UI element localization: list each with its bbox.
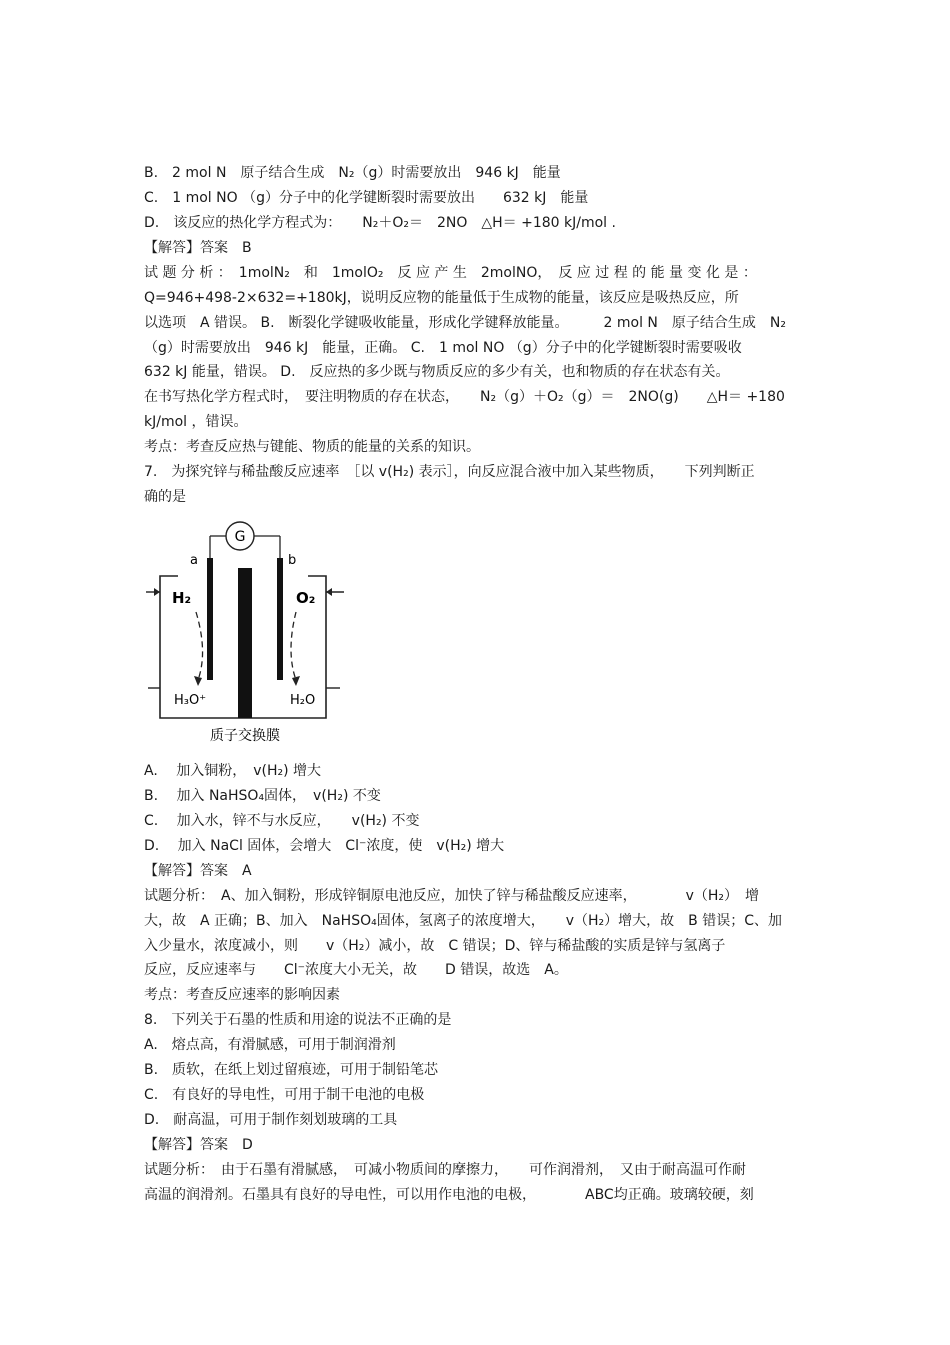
answer-line: 【解答】答案 B [144, 240, 252, 256]
electrode-a [207, 558, 213, 680]
answer-line: 【解答】答案 D [144, 1137, 253, 1153]
text-line: D. 该反应的热化学方程式为： N₂＋O₂＝ 2NO △H＝ +180 kJ/mol . [144, 215, 616, 231]
proton-exchange-membrane [238, 568, 252, 718]
text-line: 高温的润滑剂。石墨具有良好的导电性，可以用作电池的电极， ABC均正确。玻璃较硬，刻 [144, 1187, 754, 1203]
option-line: D. 加入 NaCl 固体，会增大 Cl⁻浓度，使 v(H₂) 增大 [144, 838, 505, 854]
question-8-line: 8. 下列关于石墨的性质和用途的说法不正确的是 [144, 1012, 452, 1028]
membrane-caption: 质子交换膜 [210, 728, 280, 744]
option-line: B. 质软，在纸上划过留痕迹，可用于制铅笔芯 [144, 1062, 439, 1078]
left-product-label: H₃O⁺ [174, 693, 207, 708]
electrode-a-label: a [190, 553, 198, 568]
text-line: Q=946+498-2×632=+180kJ，说明反应物的能量低于生成物的能量，该反应是吸热反应，所 [144, 290, 739, 306]
text-line: 在书写热化学方程式时， 要注明物质的存在状态， N₂（g）＋O₂（g）＝ 2NO(g) △H＝ +180 [144, 389, 785, 405]
text-line: 考点：考查反应热与键能、物质的能量的关系的知识。 [144, 439, 480, 455]
electrode-b-label: b [288, 553, 297, 568]
text-line: 确的是 [144, 489, 186, 505]
question-7-line: 7. 为探究锌与稀盐酸反应速率 ［以 v(H₂) 表示］，向反应混合液中加入某些物质， 下列判断正 [144, 464, 755, 480]
text-line: 试题分析： A、加入铜粉，形成锌铜原电池反应，加快了锌与稀盐酸反应速率， v（H₂） 增 [144, 888, 759, 904]
text-line: 632 kJ 能量，错误。 D. 反应热的多少既与物质反应的多少有关，也和物质的存在状态有关。 [144, 364, 730, 380]
text-line: C. 1 mol NO （g）分子中的化学键断裂时需要放出 632 kJ 能量 [144, 190, 589, 206]
text-line: 反应，反应速率与 Cl⁻浓度大小无关，故 D 错误，故选 A。 [144, 962, 568, 978]
text-line: 入少量水，浓度减小，则 v（H₂）减小，故 C 错误；D、锌与稀盐酸的实质是锌与氢离子 [144, 938, 726, 954]
electrode-b [277, 558, 283, 680]
option-line: B. 加入 NaHSO₄固体， v(H₂) 不变 [144, 788, 381, 804]
galvanometer-label: G [234, 529, 246, 545]
text-line: 试题分析： 由于石墨有滑腻感， 可减小物质间的摩擦力， 可作润滑剂， 又由于耐高温可作耐 [144, 1162, 746, 1178]
option-line: A. 加入铜粉， v(H₂) 增大 [144, 763, 322, 779]
right-product-label: H₂O [290, 693, 316, 708]
text-line: 大，故 A 正确；B、加入 NaHSO₄固体，氢离子的浓度增大， v（H₂）增大，故 B 错误；C、加 [144, 913, 782, 929]
option-line: C. 加入水，锌不与水反应， v(H₂) 不变 [144, 813, 420, 829]
option-line: C. 有良好的导电性，可用于制干电池的电极 [144, 1087, 425, 1103]
fuel-cell-figure [144, 512, 354, 752]
answer-line: 【解答】答案 A [144, 863, 252, 879]
option-line: A. 熔点高，有滑腻感，可用于制润滑剂 [144, 1037, 396, 1053]
fuel-cell-diagram [144, 512, 354, 752]
right-gas-label: O₂ [296, 589, 316, 607]
option-line: D. 耐高温，可用于制作刻划玻璃的工具 [144, 1112, 398, 1128]
text-line: 试 题 分 析 ： 1molN₂ 和 1molO₂ 反 应 产 生 2molNO， 反 应 过 程 的 能 量 变 化 是 ： [144, 265, 757, 281]
text-line: B. 2 mol N 原子结合生成 N₂（g）时需要放出 946 kJ 能量 [144, 165, 561, 181]
text-line: （g）时需要放出 946 kJ 能量，正确。 C. 1 mol NO （g）分子中的化学键断裂时需要吸收 [144, 340, 742, 356]
text-line: kJ/mol ，错误。 [144, 414, 248, 430]
text-line: 考点：考查反应速率的影响因素 [144, 987, 340, 1003]
text-line: 以选项 A 错误。 B. 断裂化学键吸收能量，形成化学键释放能量。 2 mol N 原子结合生成 N₂ [144, 315, 786, 331]
left-gas-label: H₂ [172, 589, 192, 607]
